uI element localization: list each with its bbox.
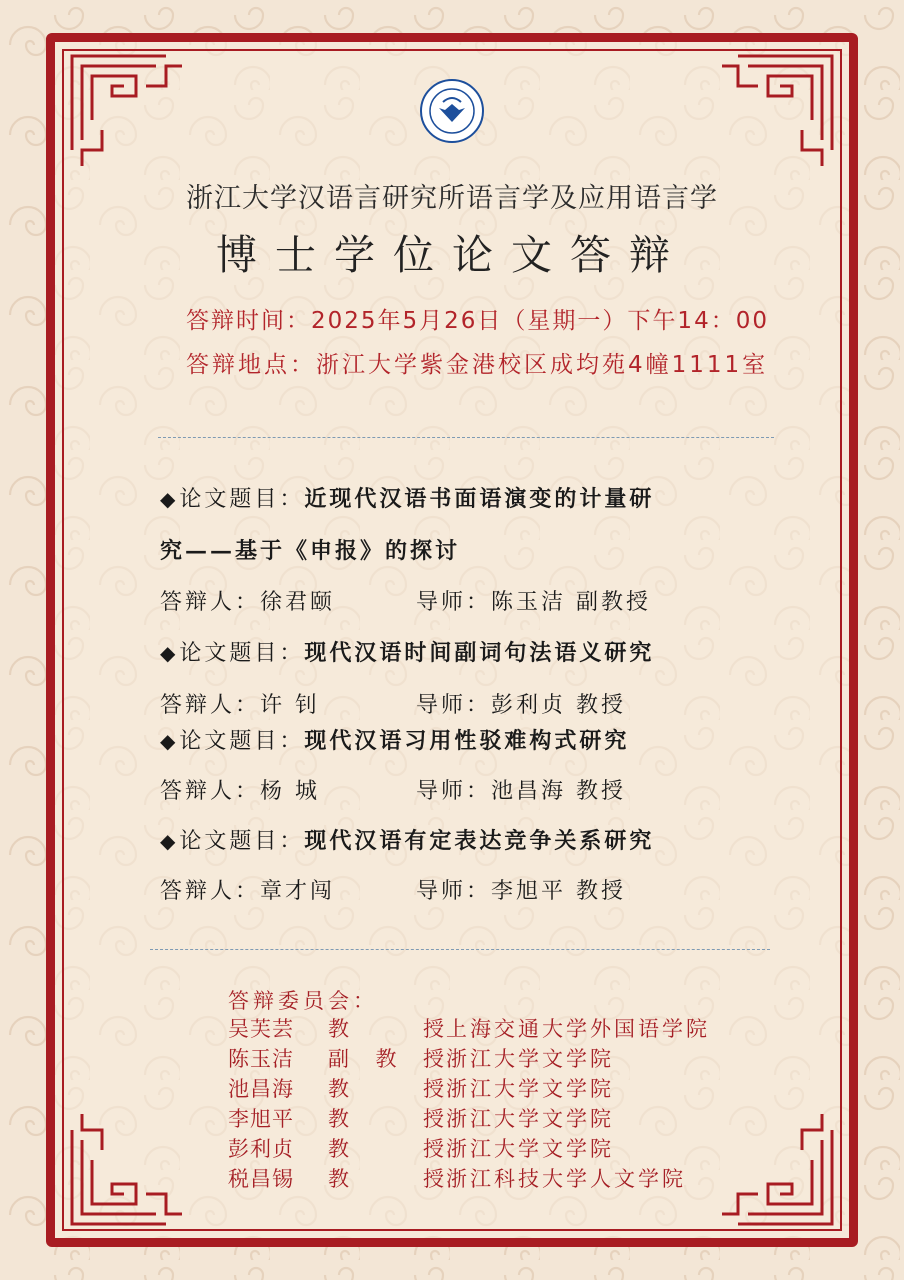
member-title: 教授 — [328, 1017, 444, 1041]
advisor: 导师：池昌海 教授 — [416, 779, 626, 804]
thesis-title-line — [160, 724, 629, 755]
member-unit: 浙江大学文学院 — [446, 1047, 614, 1071]
thesis-title: 现代汉语习用性驳难构式研究 — [304, 728, 630, 754]
committee-member — [228, 1133, 614, 1163]
corner-ornament-bottom-left — [66, 1110, 186, 1230]
advisor: 导师：李旭平 教授 — [416, 879, 626, 904]
member-title: 教授 — [328, 1167, 444, 1191]
candidate: 答辩人：许 钊 — [160, 693, 320, 718]
university-emblem-icon — [419, 78, 485, 144]
thesis-title-line — [160, 482, 654, 513]
thesis-label: 论文题目： — [179, 641, 305, 666]
member-title: 教授 — [328, 1077, 444, 1101]
thesis-label: 论文题目： — [179, 729, 305, 754]
member-title: 教授 — [328, 1107, 444, 1131]
corner-ornament-bottom-right — [718, 1110, 838, 1230]
committee-member — [228, 1013, 710, 1043]
candidate: 答辩人：章才闯 — [160, 879, 336, 904]
member-name: 陈玉洁 — [228, 1047, 294, 1071]
page-title: 博士学位论文答辩 — [216, 231, 688, 279]
member-name: 彭利贞 — [228, 1137, 294, 1161]
advisor: 导师：彭利贞 教授 — [416, 693, 626, 718]
corner-ornament-top-right — [718, 50, 838, 170]
member-name: 吴芙芸 — [228, 1017, 294, 1041]
diamond-bullet-icon: ◆ — [160, 641, 176, 665]
committee-member — [228, 1163, 686, 1193]
divider-top — [158, 437, 774, 438]
member-unit: 浙江大学文学院 — [446, 1077, 614, 1101]
member-name: 李旭平 — [228, 1107, 294, 1131]
thesis-title: 现代汉语有定表达竞争关系研究 — [304, 828, 655, 854]
candidate: 答辩人：徐君颐 — [160, 590, 336, 615]
corner-ornament-top-left — [66, 50, 186, 170]
thesis-people — [160, 688, 626, 719]
member-unit: 浙江大学文学院 — [446, 1137, 614, 1161]
committee-member — [228, 1103, 614, 1133]
thesis-title-continued: 究——基于《申报》的探讨 — [160, 538, 461, 564]
thesis-title: 现代汉语时间副词句法语义研究 — [304, 640, 655, 666]
thesis-people — [160, 874, 626, 905]
candidate: 答辩人：杨 城 — [160, 779, 320, 804]
member-name: 池昌海 — [228, 1077, 294, 1101]
diamond-bullet-icon: ◆ — [160, 487, 176, 511]
institute-name: 浙江大学汉语言研究所语言学及应用语言学 — [186, 183, 718, 214]
committee-heading: 答辩委员会： — [228, 989, 378, 1013]
thesis-people — [160, 585, 651, 616]
thesis-label: 论文题目： — [179, 829, 305, 854]
defense-time: 答辩时间：2025年5月26日（星期一）下午14：00 — [186, 308, 769, 334]
diamond-bullet-icon: ◆ — [160, 829, 176, 853]
thesis-title-line — [160, 636, 654, 667]
advisor: 导师：陈玉洁 副教授 — [416, 590, 651, 615]
thesis-title: 近现代汉语书面语演变的计量研 — [304, 486, 655, 512]
committee-member — [228, 1073, 614, 1103]
member-unit: 上海交通大学外国语学院 — [446, 1017, 710, 1041]
member-unit: 浙江科技大学人文学院 — [446, 1167, 686, 1191]
thesis-people — [160, 774, 626, 805]
defense-place: 答辩地点：浙江大学紫金港校区成均苑4幢1111室 — [186, 352, 769, 378]
thesis-title-line — [160, 824, 654, 855]
thesis-label: 论文题目： — [179, 487, 305, 512]
diamond-bullet-icon: ◆ — [160, 729, 176, 753]
member-title: 副教授 — [328, 1047, 444, 1071]
committee-member — [228, 1043, 614, 1073]
member-title: 教授 — [328, 1137, 444, 1161]
divider-bottom — [150, 949, 770, 950]
member-name: 税昌锡 — [228, 1167, 294, 1191]
member-unit: 浙江大学文学院 — [446, 1107, 614, 1131]
